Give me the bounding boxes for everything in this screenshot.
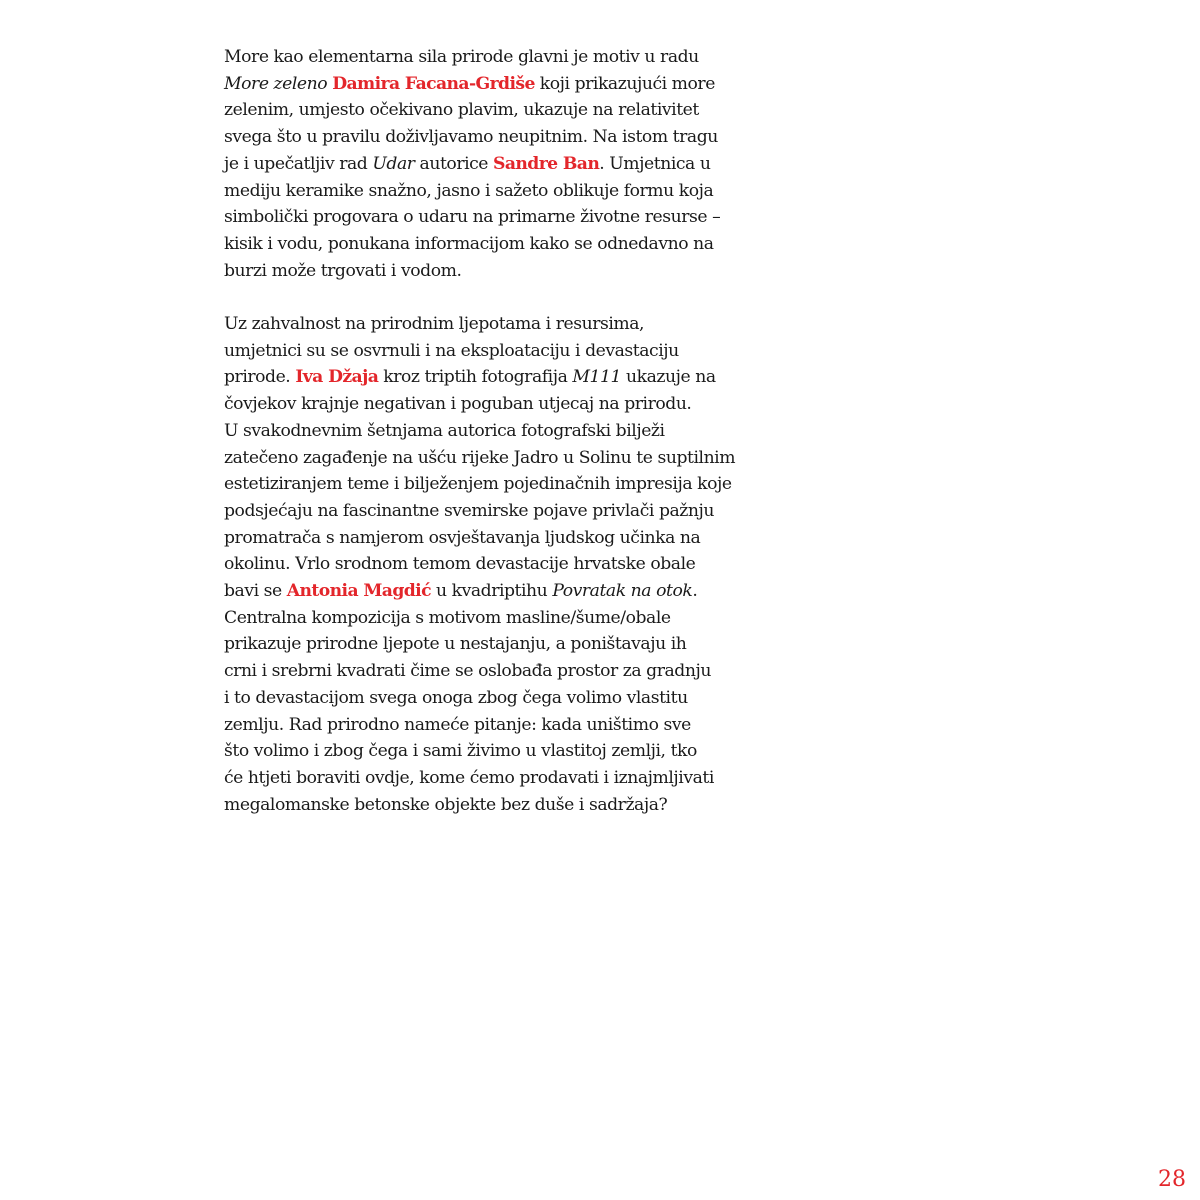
text-line [224, 765, 714, 792]
text-line [224, 631, 694, 658]
text-run: što volimo i zbog čega i sami živimo u vlastitoj zemlji, tko [224, 741, 697, 762]
artist-name: Antonia Magdić [286, 581, 431, 602]
text-run: kisik i vodu, ponukana informacijom kako se odnedavno na [224, 233, 714, 254]
text-run: prikazuje prirodne ljepote u nestajanju, a poništavaju ih [224, 634, 687, 655]
text-run: i to devastacijom svega onoga zbog čega volimo vlastitu [224, 687, 688, 708]
text-run: koji prikazujući more [534, 73, 715, 94]
text-run: zelenim, umjesto očekivano plavim, ukazuje na relativitet [224, 100, 699, 121]
text-line [224, 151, 711, 178]
text-line [224, 231, 714, 258]
text-line [224, 364, 716, 391]
text-line [224, 551, 694, 578]
text-run: čovjekov krajnje negativan i poguban utjecaj na prirodu. [224, 394, 692, 415]
text-line [224, 311, 694, 338]
page-number: 28 [1158, 1167, 1186, 1192]
artwork-title: More zeleno [224, 73, 328, 94]
text-line [224, 124, 718, 151]
paragraph [224, 311, 736, 818]
text-line [224, 258, 694, 285]
text-line [224, 738, 697, 765]
text-run: promatrača s namjerom osvještavanja ljudskog učinka na [224, 527, 701, 548]
text-run: će htjeti boraviti ovdje, kome ćemo prodavati i iznajmljivati [224, 767, 714, 788]
text-run: zemlju. Rad prirodno nameće pitanje: kada uništimo sve [224, 714, 691, 735]
text-line [224, 471, 732, 498]
text-run: burzi može trgovati i vodom. [224, 260, 462, 281]
text-run: . [692, 581, 698, 602]
text-line [224, 445, 736, 472]
text-line [224, 792, 694, 819]
text-line [224, 338, 694, 365]
paragraph [224, 44, 721, 284]
text-run: autorice [414, 153, 494, 174]
text-line [224, 605, 694, 632]
text-run: podsjećaju na fascinantne svemirske pojave privlači pažnju [224, 500, 715, 521]
text-line [224, 525, 701, 552]
text-line [224, 712, 694, 739]
text-line [224, 97, 699, 124]
artist-name: Damira Facana-Grdiše [332, 73, 535, 94]
text-run: ukazuje na [621, 367, 716, 388]
artwork-title: Udar [372, 153, 415, 174]
text-line [224, 71, 715, 98]
text-run: bavi se [224, 581, 287, 602]
text-run: mediju keramike snažno, jasno i sažeto oblikuje formu koja [224, 180, 714, 201]
text-line [224, 204, 721, 231]
text-run: simbolički progovara o udaru na primarne životne resurse – [224, 207, 721, 228]
text-line [224, 578, 698, 605]
artwork-title: M111 [572, 367, 622, 388]
text-run: okolinu. Vrlo srodnom temom devastacije hrvatske obale [224, 554, 696, 575]
text-run: More kao elementarna sila prirode glavni je motiv u radu [224, 47, 699, 67]
text-line [224, 418, 694, 445]
text-run: je i upečatljiv rad [224, 153, 373, 174]
text-line [224, 658, 711, 685]
text-line [224, 685, 694, 712]
text-line [224, 178, 714, 205]
text-run: zatečeno zagađenje na ušću rijeke Jadro u Solinu te suptilnim [224, 447, 736, 468]
artwork-title: Povratak na otok [552, 581, 693, 602]
text-run: estetiziranjem teme i bilježenjem pojedinačnih impresija koje [224, 474, 732, 495]
text-run: Uz zahvalnost na prirodnim ljepotama i resursima, [224, 314, 645, 335]
text-line [224, 391, 694, 418]
article-body [224, 44, 736, 818]
artist-name: Iva Džaja [295, 367, 379, 388]
text-run: crni i srebrni kvadrati čime se oslobađa prostor za gradnju [224, 661, 711, 682]
text-run: U svakodnevnim šetnjama autorica fotografski bilježi [224, 420, 665, 441]
text-run: kroz triptih fotografija [378, 367, 573, 388]
text-run: umjetnici su se osvrnuli i na eksploataciju i devastaciju [224, 340, 679, 361]
text-run: Centralna kompozicija s motivom masline/šume/obale [224, 607, 671, 628]
text-line [224, 44, 699, 71]
text-run: megalomanske betonske objekte bez duše i sadržaja? [224, 794, 668, 815]
text-run: . Umjetnica u [599, 153, 711, 174]
text-line [224, 498, 715, 525]
text-run: prirode. [224, 367, 296, 388]
text-run: svega što u pravilu doživljavamo neupitnim. Na istom tragu [224, 127, 718, 148]
artist-name: Sandre Ban [493, 153, 600, 174]
text-run: u kvadriptihu [430, 581, 553, 602]
